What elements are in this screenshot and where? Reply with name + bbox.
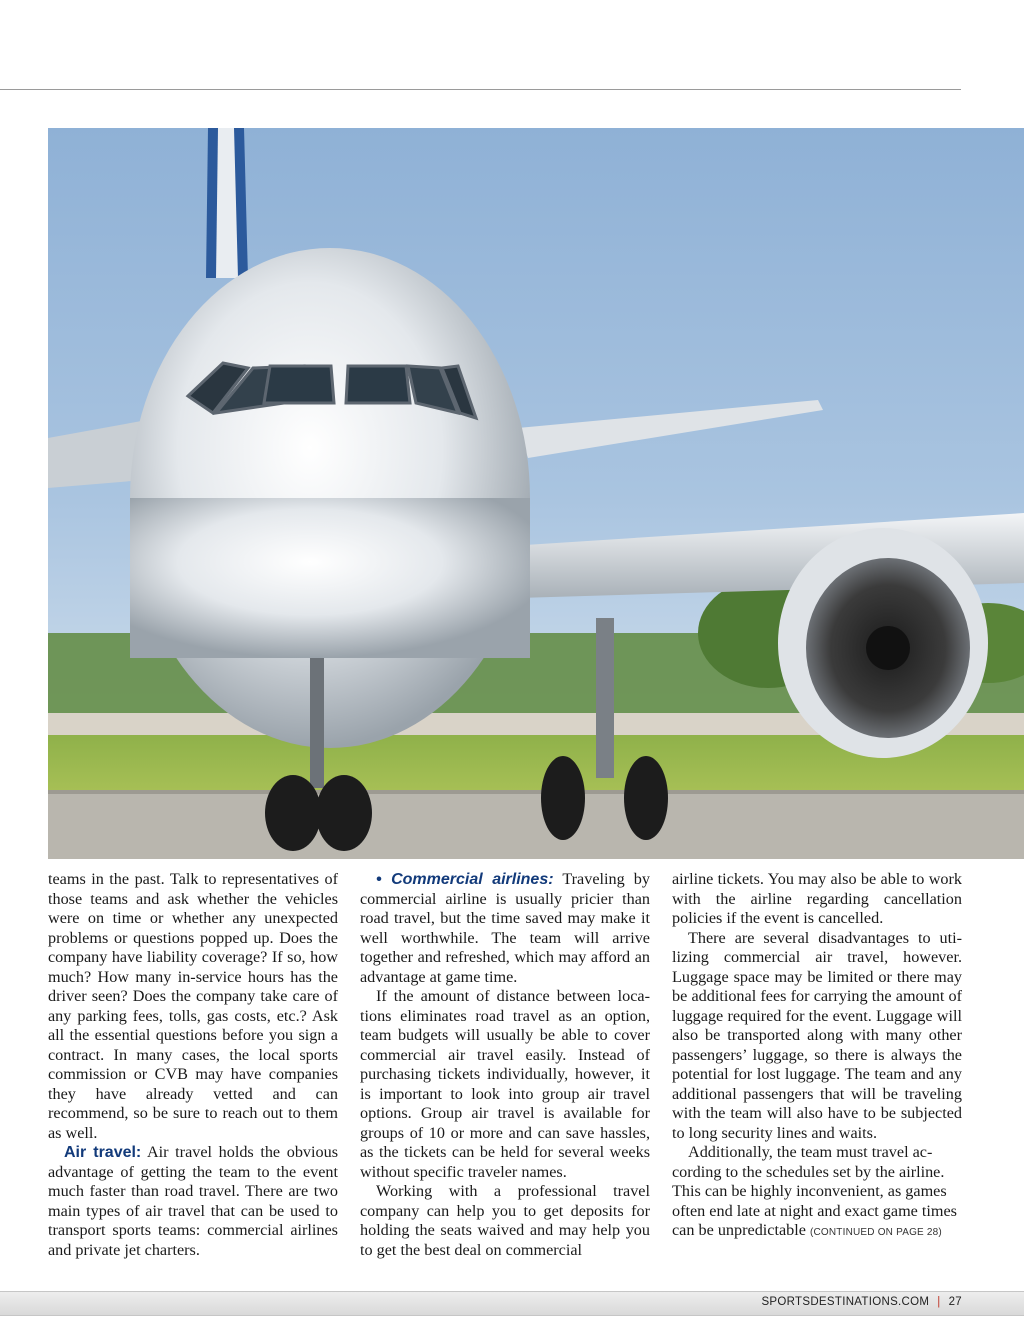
paragraph-text: airline tickets. You may also be able to work with the airline regarding cancellation policies if the event is cancelled. — [672, 870, 962, 927]
paragraph — [360, 987, 650, 1182]
paragraph — [360, 1182, 650, 1260]
paragraph-text: There are several disadvantages to utilizing commercial air travel, however. Luggage space may be limited or there may be additional fees for carrying the amount of luggage required for the event. Luggage will also be transported along with many other passengers’ luggage, so there is always the potential for lost luggage. The team and any additional passengers that will be traveling with the team will also have to be subjected to long security lines and waits. — [672, 928, 962, 1142]
article-column-3 — [672, 870, 962, 1243]
footer-site: SPORTSDESTINATIONS.COM — [761, 1296, 930, 1308]
paragraph — [48, 870, 338, 1143]
paragraph-text: If the amount of distance between locations eliminates road travel as an option, team budgets will usually be able to cover commercial air travel easily. Instead of purchasing tickets individually, however, it is important to look into group air travel options. Group air travel is available for groups of 10 or more and can save hassles, as the tickets can be held for several weeks without specific traveler names. — [360, 987, 650, 1181]
paragraph — [360, 870, 650, 987]
subhead-air-travel: Air travel: — [64, 1144, 142, 1161]
airplane-photo — [48, 128, 1024, 859]
paragraph-text: teams in the past. Talk to representatives of those teams and ask whether the vehicles were on time or whether any unexpected problems or questions popped up. Does the company have liability coverage? If so, how much? How many in-service hours has the driver seen? Does the company take care of any parking fees, tolls, gas costs, etc.? Ask all the essential questions before you sign a contract. In many cases, the local sports commission or CVB may have companies they have already vetted and can recommend, so be sure to reach out to them as well. — [48, 870, 338, 1142]
paragraph — [672, 870, 962, 929]
page-number: 27 — [948, 1296, 962, 1308]
paragraph — [672, 929, 962, 1144]
paragraph — [48, 1143, 338, 1260]
footer-separator: | — [937, 1296, 941, 1308]
paragraph-text: Air travel holds the obvious advantage of getting the team to the event much faster than road travel. There are two main types of air travel that can be used to transport sports teams: commercial airlines and private jet charters. — [48, 1143, 338, 1259]
footer — [761, 1296, 962, 1308]
top-rule — [0, 89, 961, 90]
article-column-1 — [48, 870, 338, 1260]
paragraph-text: Additionally, the team must travel according to the schedules set by the airline. This can be highly inconvenient, as games often end late at night and exact game times can be unpredictable — [672, 1143, 957, 1239]
paragraph-text: Working with a professional travel company can help you to get deposits for holding the seats waived and may help you to get the best deal on commercial — [360, 1182, 650, 1259]
paragraph — [672, 1143, 962, 1243]
article-column-2 — [360, 870, 650, 1260]
continued-note: (CONTINUED ON PAGE 28) — [809, 1227, 942, 1238]
paragraph-text: Traveling by commercial airline is usually pricier than road travel, but the time saved may make it well worthwhile. The team will arrive together and refreshed, which may afford an advantage at game time. — [360, 870, 650, 986]
subhead-commercial-airlines: • Commercial airlines: — [376, 871, 554, 888]
